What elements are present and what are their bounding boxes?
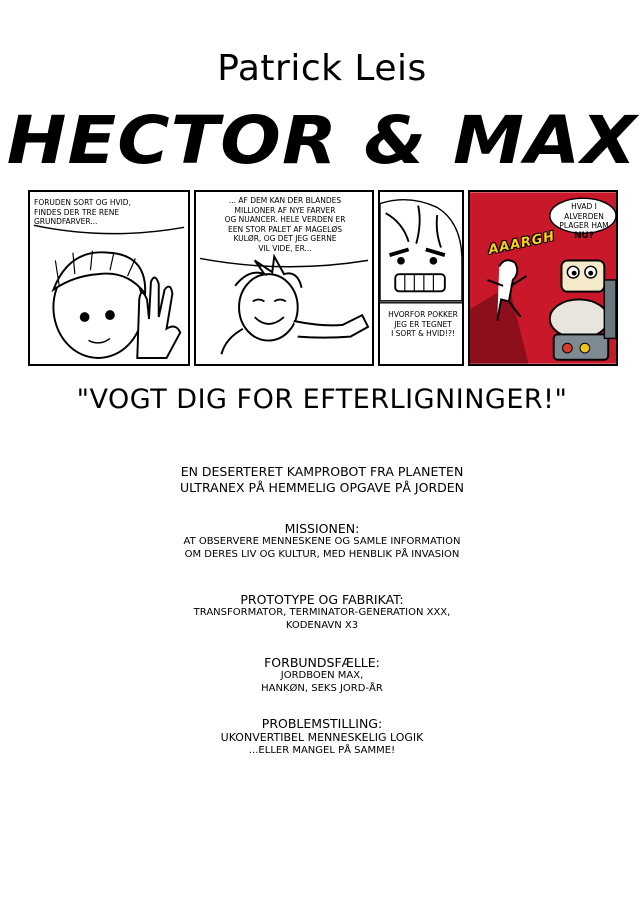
intro-line-1: EN DESERTERET KAMPROBOT FRA PLANETEN — [180, 464, 464, 479]
speech-bubble-4-emphasis: NU? — [573, 230, 595, 241]
comic-panel-2 — [194, 190, 374, 366]
speech-bubble-4 — [552, 202, 616, 241]
speech-bubble-4-text: HVAD I ALVERDEN PLAGER HAM — [559, 202, 609, 230]
series-title: HECTOR & MAX — [6, 102, 638, 179]
mission-block — [0, 521, 644, 561]
prototype-heading: PROTOTYPE OG FABRIKAT: — [240, 592, 404, 607]
mission-heading: MISSIONEN: — [284, 521, 360, 536]
mission-line-2: OM DERES LIV OG KULTUR, MED HENBLIK PÅ INVASION — [184, 548, 460, 560]
intro-line-2: ULTRANEX PÅ HEMMELIG OPGAVE PÅ JORDEN — [179, 480, 465, 495]
problem-block — [0, 716, 644, 758]
tagline: "VOGT DIG FOR EFTERLIGNINGER!" — [76, 384, 568, 415]
comic-panel-3 — [378, 190, 464, 366]
problem-line-1: UKONVERTIBEL MENNESKELIG LOGIK — [220, 731, 424, 744]
comic-panel-4 — [468, 190, 618, 366]
ally-line-2: HANKØN, SEKS JORD-ÅR — [261, 682, 383, 694]
prototype-line-1: TRANSFORMATOR, TERMINATOR-GENERATION XXX, — [193, 607, 451, 618]
comic-strip — [28, 190, 618, 366]
prototype-line-2: KODENAVN X3 — [285, 619, 359, 631]
intro-block — [0, 464, 644, 496]
sound-effect-text: AAARGH — [487, 229, 557, 258]
ally-block — [0, 655, 644, 695]
mission-line-1: AT OBSERVERE MENNESKENE OG SAMLE INFORMATION — [183, 536, 461, 547]
ally-line-1: JORDBOEN MAX, — [280, 670, 364, 681]
problem-heading: PROBLEMSTILLING: — [261, 716, 383, 731]
speech-bubble-3: HVORFOR POKKER JEG ER TEGNET I SORT & HVID!?! — [388, 310, 458, 338]
prototype-block — [0, 592, 644, 632]
problem-line-2: ...ELLER MANGEL PÅ SAMME! — [248, 745, 396, 756]
author-name: Patrick Leis — [217, 48, 427, 89]
comic-panel-1 — [28, 190, 190, 366]
speech-bubble-1: FORUDEN SORT OG HVID, FINDES DER TRE RENE GRUNDFARVER... — [34, 198, 131, 226]
speech-bubble-2: ... AF DEM KAN DER BLANDES MILLIONER AF NYE FARVER OG NUANCER. HELE VERDEN ER EEN STOR PALET AF MAGELØS KULØR, OG DET JEG GERNE VIL VIDE, ER... — [224, 196, 346, 253]
ally-heading: FORBUNDSFÆLLE: — [264, 655, 380, 670]
